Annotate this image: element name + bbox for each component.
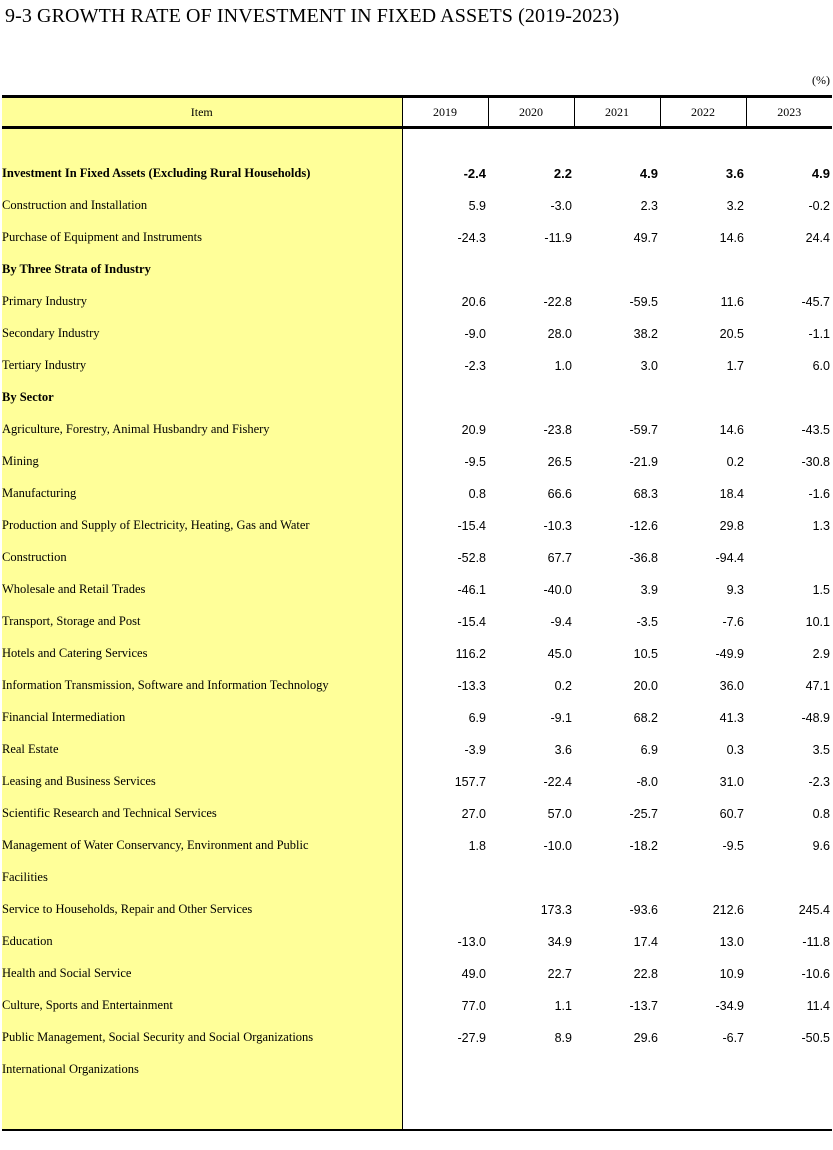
item-column-header: Item xyxy=(2,97,402,128)
value-cell: -43.5 xyxy=(801,422,830,437)
value-cell: 9.3 xyxy=(726,582,744,597)
value-cell: 66.6 xyxy=(547,486,572,501)
row-label: Construction xyxy=(2,542,402,574)
row-label: Mining xyxy=(2,446,402,478)
value-cell: 77.0 xyxy=(461,998,486,1013)
value-cell: 41.3 xyxy=(719,710,744,725)
value-cell: 0.8 xyxy=(812,806,830,821)
value-cell: 31.0 xyxy=(719,774,744,789)
table-row xyxy=(2,862,832,894)
value-cell: 49.0 xyxy=(461,966,486,981)
spacer-cell xyxy=(2,1086,402,1130)
value-cell xyxy=(488,1054,574,1086)
value-cell xyxy=(402,254,488,286)
table-row xyxy=(2,542,832,574)
value-cell xyxy=(660,1054,746,1086)
value-cell: 1.8 xyxy=(468,838,486,853)
spacer-row xyxy=(2,128,832,158)
spacer-cell xyxy=(746,1086,832,1130)
row-label: Leasing and Business Services xyxy=(2,766,402,798)
value-cell: 212.6 xyxy=(712,902,744,917)
row-label: Tertiary Industry xyxy=(2,350,402,382)
value-cell: 20.9 xyxy=(461,422,486,437)
value-cell: -18.2 xyxy=(629,838,658,853)
header-row xyxy=(2,97,832,128)
spacer-cell xyxy=(660,128,746,158)
value-cell: 245.4 xyxy=(798,902,830,917)
row-label: Investment In Fixed Assets (Excluding Rural Households) xyxy=(2,158,402,190)
row-label: Hotels and Catering Services xyxy=(2,638,402,670)
value-cell xyxy=(488,382,574,414)
value-cell: 57.0 xyxy=(547,806,572,821)
table-row xyxy=(2,734,832,766)
value-cell: -0.2 xyxy=(808,198,830,213)
year-column-header: 2020 xyxy=(488,97,574,128)
value-cell: 1.5 xyxy=(812,582,830,597)
row-label: Wholesale and Retail Trades xyxy=(2,574,402,606)
value-cell: 27.0 xyxy=(461,806,486,821)
value-cell: 0.3 xyxy=(726,742,744,757)
value-cell: 20.5 xyxy=(719,326,744,341)
value-cell xyxy=(574,1054,660,1086)
value-cell: -93.6 xyxy=(629,902,658,917)
table-row xyxy=(2,190,832,222)
value-cell: -13.7 xyxy=(629,998,658,1013)
table-row xyxy=(2,1054,832,1086)
value-cell: 6.9 xyxy=(468,710,486,725)
value-cell: -9.5 xyxy=(722,838,744,853)
table-row xyxy=(2,478,832,510)
value-cell: -3.5 xyxy=(636,614,658,629)
value-cell: -6.7 xyxy=(722,1030,744,1045)
table-row xyxy=(2,670,832,702)
value-cell: -9.1 xyxy=(550,710,572,725)
spacer-cell xyxy=(402,128,488,158)
row-label: Purchase of Equipment and Instruments xyxy=(2,222,402,254)
value-cell xyxy=(402,894,488,926)
row-label: Health and Social Service xyxy=(2,958,402,990)
value-cell: -94.4 xyxy=(715,550,744,565)
table-row xyxy=(2,766,832,798)
value-cell: 6.0 xyxy=(812,358,830,373)
value-cell xyxy=(746,382,832,414)
table-row xyxy=(2,574,832,606)
value-cell: 47.1 xyxy=(805,678,830,693)
value-cell: -21.9 xyxy=(629,454,658,469)
value-cell: -27.9 xyxy=(457,1030,486,1045)
value-cell: 13.0 xyxy=(719,934,744,949)
value-cell: -12.6 xyxy=(629,518,658,533)
row-label: Production and Supply of Electricity, Heating, Gas and Water xyxy=(2,510,402,542)
value-cell: 2.3 xyxy=(640,198,658,213)
table-row xyxy=(2,606,832,638)
row-label: Agriculture, Forestry, Animal Husbandry and Fishery xyxy=(2,414,402,446)
value-cell: 3.0 xyxy=(640,358,658,373)
value-cell xyxy=(746,254,832,286)
table-row xyxy=(2,990,832,1022)
row-label: Transport, Storage and Post xyxy=(2,606,402,638)
value-cell: -10.0 xyxy=(543,838,572,853)
value-cell xyxy=(746,1054,832,1086)
value-cell: 18.4 xyxy=(719,486,744,501)
value-cell: -13.3 xyxy=(457,678,486,693)
table-row xyxy=(2,222,832,254)
value-cell: -48.9 xyxy=(801,710,830,725)
value-cell xyxy=(402,1054,488,1086)
row-label: Real Estate xyxy=(2,734,402,766)
spacer-cell xyxy=(402,1086,488,1130)
row-label: Facilities xyxy=(2,862,402,894)
value-cell: 5.9 xyxy=(468,198,486,213)
year-column-header: 2021 xyxy=(574,97,660,128)
value-cell: 38.2 xyxy=(633,326,658,341)
value-cell xyxy=(488,254,574,286)
value-cell: 11.4 xyxy=(806,998,830,1013)
value-cell: 1.0 xyxy=(554,358,572,373)
value-cell: 17.4 xyxy=(633,934,658,949)
value-cell: -3.0 xyxy=(550,198,572,213)
value-cell: -45.7 xyxy=(801,294,830,309)
row-label: Service to Households, Repair and Other Services xyxy=(2,894,402,926)
table-row xyxy=(2,798,832,830)
value-cell: 4.9 xyxy=(811,166,830,181)
value-cell: 0.2 xyxy=(554,678,572,693)
value-cell: -15.4 xyxy=(457,518,486,533)
value-cell: 6.9 xyxy=(640,742,658,757)
value-cell: 36.0 xyxy=(719,678,744,693)
table-row xyxy=(2,830,832,862)
value-cell: 20.6 xyxy=(461,294,486,309)
table-row xyxy=(2,894,832,926)
value-cell: -2.3 xyxy=(808,774,830,789)
value-cell xyxy=(746,862,832,894)
value-cell: 34.9 xyxy=(547,934,572,949)
row-label: By Three Strata of Industry xyxy=(2,254,402,286)
value-cell: -59.7 xyxy=(629,422,658,437)
value-cell: 14.6 xyxy=(719,230,744,245)
value-cell: -40.0 xyxy=(543,582,572,597)
value-cell: 0.2 xyxy=(726,454,744,469)
value-cell: -30.8 xyxy=(801,454,830,469)
spacer-cell xyxy=(660,1086,746,1130)
value-cell: 67.7 xyxy=(547,550,572,565)
value-cell: -1.6 xyxy=(808,486,830,501)
spacer-cell xyxy=(574,128,660,158)
value-cell: -59.5 xyxy=(629,294,658,309)
value-cell xyxy=(660,254,746,286)
value-cell: -25.7 xyxy=(629,806,658,821)
value-cell: -10.3 xyxy=(543,518,572,533)
value-cell: 68.3 xyxy=(633,486,658,501)
value-cell: -2.4 xyxy=(463,166,486,181)
page-title: 9-3 GROWTH RATE OF INVESTMENT IN FIXED ASSETS (2019-2023) xyxy=(5,5,620,27)
value-cell: 3.6 xyxy=(725,166,744,181)
value-cell: 3.9 xyxy=(640,582,658,597)
table-row xyxy=(2,926,832,958)
value-cell: 1.1 xyxy=(554,998,572,1013)
value-cell: -46.1 xyxy=(457,582,486,597)
value-cell: -49.9 xyxy=(715,646,744,661)
value-cell: 10.1 xyxy=(805,614,830,629)
value-cell: 173.3 xyxy=(540,902,572,917)
year-column-header: 2023 xyxy=(746,97,832,128)
value-cell: -11.9 xyxy=(544,230,572,245)
value-cell xyxy=(402,382,488,414)
table-row xyxy=(2,510,832,542)
value-cell: 26.5 xyxy=(547,454,572,469)
value-cell xyxy=(402,862,488,894)
value-cell: -34.9 xyxy=(715,998,744,1013)
year-column-header: 2022 xyxy=(660,97,746,128)
value-cell: 22.8 xyxy=(633,966,658,981)
row-label: Public Management, Social Security and Social Organizations xyxy=(2,1022,402,1054)
value-cell xyxy=(574,862,660,894)
value-cell: -10.6 xyxy=(801,966,830,981)
value-cell: -9.0 xyxy=(464,326,486,341)
value-cell xyxy=(660,862,746,894)
value-cell: 0.8 xyxy=(468,486,486,501)
row-label: By Sector xyxy=(2,382,402,414)
unit-label: (%) xyxy=(812,73,830,87)
row-label: Education xyxy=(2,926,402,958)
spacer-cell xyxy=(746,128,832,158)
value-cell xyxy=(574,254,660,286)
value-cell: -9.5 xyxy=(464,454,486,469)
row-label: Primary Industry xyxy=(2,286,402,318)
value-cell: 3.5 xyxy=(812,742,830,757)
table-row xyxy=(2,158,832,190)
value-cell: -8.0 xyxy=(636,774,658,789)
year-column-header: 2019 xyxy=(402,97,488,128)
value-cell: 28.0 xyxy=(547,326,572,341)
value-cell xyxy=(660,382,746,414)
row-label: Scientific Research and Technical Services xyxy=(2,798,402,830)
value-cell: -9.4 xyxy=(550,614,572,629)
table-row xyxy=(2,382,832,414)
value-cell: -23.8 xyxy=(543,422,572,437)
value-cell: 10.9 xyxy=(719,966,744,981)
value-cell: 60.7 xyxy=(719,806,744,821)
value-cell: -11.8 xyxy=(802,934,830,949)
value-cell: 157.7 xyxy=(454,774,486,789)
value-cell: 49.7 xyxy=(633,230,658,245)
value-cell: 1.3 xyxy=(812,518,830,533)
value-cell: 24.4 xyxy=(805,230,830,245)
row-label: Financial Intermediation xyxy=(2,702,402,734)
value-cell: 4.9 xyxy=(639,166,658,181)
value-cell xyxy=(574,382,660,414)
row-label: Information Transmission, Software and Information Technology xyxy=(2,670,402,702)
data-table xyxy=(2,95,832,1131)
value-cell: 45.0 xyxy=(547,646,572,661)
value-cell: -36.8 xyxy=(629,550,658,565)
value-cell: 3.2 xyxy=(726,198,744,213)
value-cell: -24.3 xyxy=(457,230,486,245)
row-label: Secondary Industry xyxy=(2,318,402,350)
row-label: Management of Water Conservancy, Environment and Public xyxy=(2,830,402,862)
value-cell: 22.7 xyxy=(547,966,572,981)
value-cell: -22.4 xyxy=(543,774,572,789)
table-row xyxy=(2,638,832,670)
table-row xyxy=(2,286,832,318)
value-cell: -7.6 xyxy=(722,614,744,629)
value-cell: -15.4 xyxy=(457,614,486,629)
row-label: Construction and Installation xyxy=(2,190,402,222)
spacer-cell xyxy=(488,1086,574,1130)
table-row xyxy=(2,702,832,734)
value-cell: 116.2 xyxy=(455,646,486,661)
value-cell: -13.0 xyxy=(457,934,486,949)
spacer-cell xyxy=(574,1086,660,1130)
table-row xyxy=(2,350,832,382)
value-cell: -1.1 xyxy=(808,326,830,341)
row-label: Culture, Sports and Entertainment xyxy=(2,990,402,1022)
value-cell: 2.2 xyxy=(553,166,572,181)
value-cell: -2.3 xyxy=(464,358,486,373)
table-row xyxy=(2,958,832,990)
value-cell: 8.9 xyxy=(554,1030,572,1045)
value-cell: 11.6 xyxy=(720,294,744,309)
table-row xyxy=(2,254,832,286)
spacer-cell xyxy=(2,128,402,158)
value-cell: 14.6 xyxy=(719,422,744,437)
table-row xyxy=(2,318,832,350)
value-cell: 2.9 xyxy=(812,646,830,661)
value-cell xyxy=(488,862,574,894)
spacer-row xyxy=(2,1086,832,1130)
value-cell: 1.7 xyxy=(726,358,744,373)
value-cell: -52.8 xyxy=(457,550,486,565)
value-cell: -22.8 xyxy=(543,294,572,309)
row-label: Manufacturing xyxy=(2,478,402,510)
value-cell: 9.6 xyxy=(812,838,830,853)
table-row xyxy=(2,446,832,478)
value-cell: 3.6 xyxy=(554,742,572,757)
value-cell: 29.8 xyxy=(719,518,744,533)
value-cell xyxy=(746,542,832,574)
table-row xyxy=(2,1022,832,1054)
row-label: International Organizations xyxy=(2,1054,402,1086)
value-cell: -50.5 xyxy=(801,1030,830,1045)
value-cell: 68.2 xyxy=(633,710,658,725)
value-cell: 20.0 xyxy=(633,678,658,693)
spacer-cell xyxy=(488,128,574,158)
value-cell: -3.9 xyxy=(464,742,486,757)
table-row xyxy=(2,414,832,446)
value-cell: 10.5 xyxy=(633,646,658,661)
value-cell: 29.6 xyxy=(633,1030,658,1045)
